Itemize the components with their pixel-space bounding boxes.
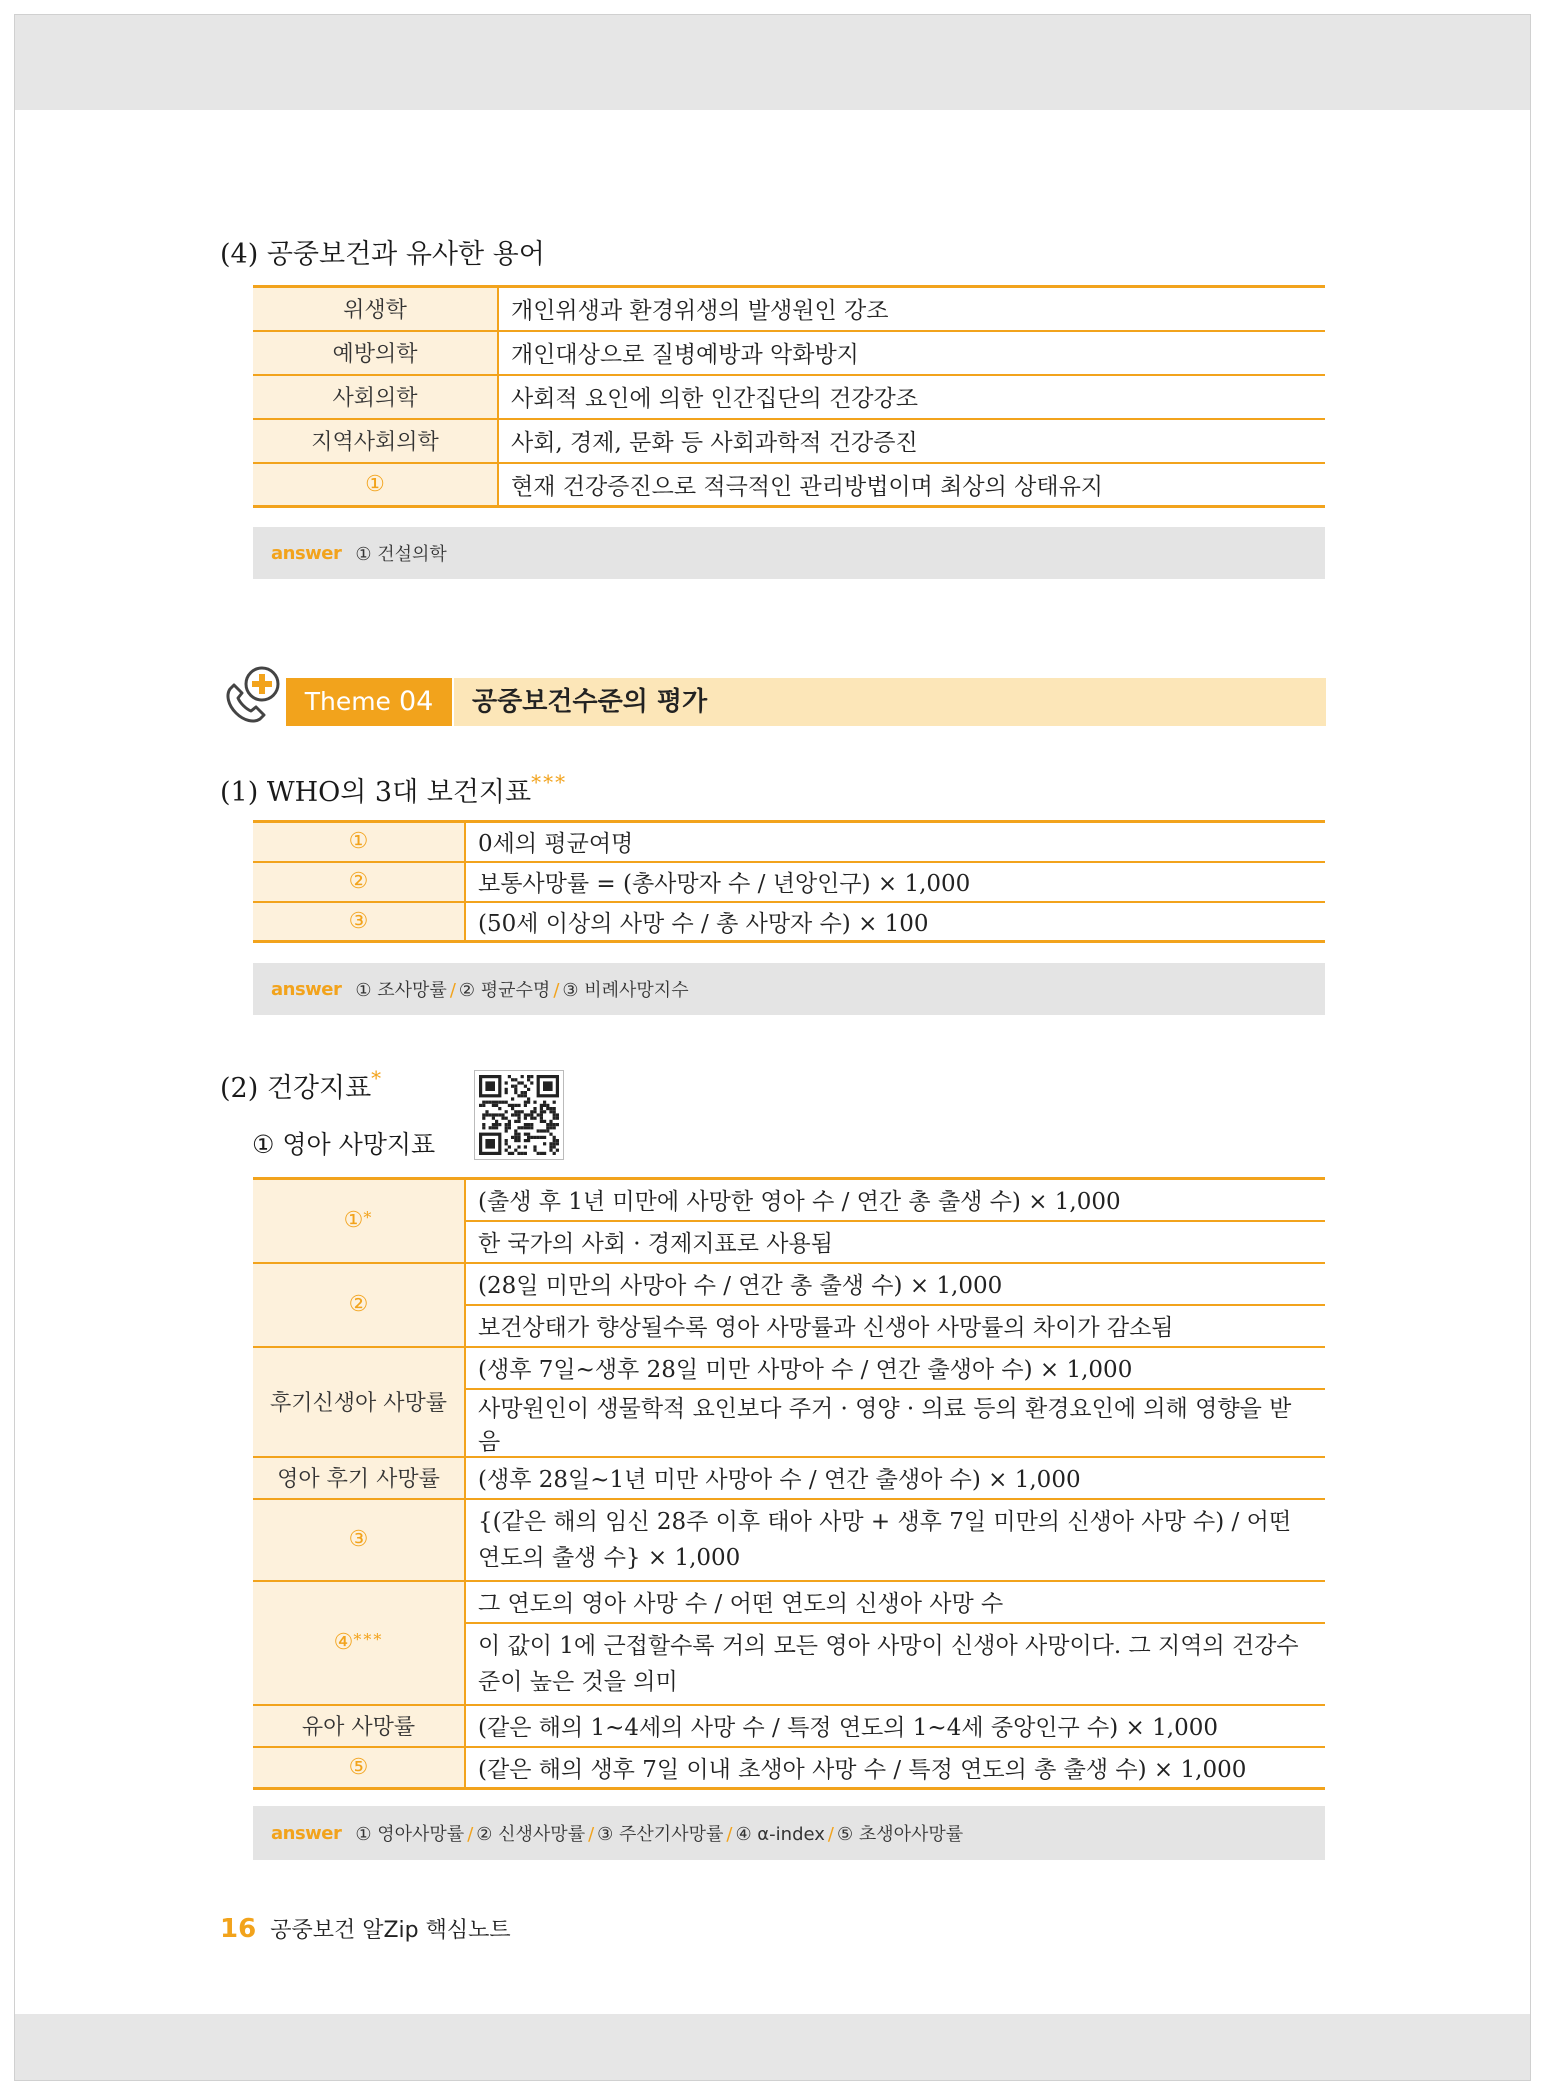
answer-item: ① 건설의학 — [355, 544, 447, 565]
top-band — [15, 15, 1530, 110]
answer-items — [355, 976, 688, 1002]
description-cell: {(같은 해의 임신 28주 이후 태아 사망 + 생후 7일 미만의 신생아 사망 수) / 어떤 연도의 출생 수} × 1,000 — [465, 1499, 1325, 1581]
answer-label: answer — [271, 1822, 342, 1844]
book-title: 공중보건 알Zip 핵심노트 — [270, 1918, 511, 1943]
term-cell: ② — [253, 862, 465, 902]
table-row — [253, 1747, 1325, 1789]
similar-terms-table — [253, 285, 1325, 508]
table-row — [253, 862, 1325, 902]
table-row — [253, 1581, 1325, 1623]
description-cell: 이 값이 1에 근접할수록 거의 모든 영아 사망이 신생아 사망이다. 그 지역의 건강수준이 높은 것을 의미 — [465, 1623, 1325, 1705]
theme-header — [220, 665, 1326, 730]
answer-item: ① 영아사망률 — [355, 1824, 465, 1845]
table-row — [253, 902, 1325, 942]
description-cell: 보건상태가 향상될수록 영아 사망률과 신생아 사망률의 차이가 감소됨 — [465, 1305, 1325, 1347]
separator: / — [827, 1824, 834, 1845]
description-cell: 사회, 경제, 문화 등 사회과학적 건강증진 — [498, 419, 1325, 463]
term-label: 영아 후기 사망률 — [277, 1467, 440, 1492]
table-row — [253, 822, 1325, 862]
description-cell: (출생 후 1년 미만에 사망한 영아 수 / 연간 총 출생 수) × 1,000 — [465, 1179, 1325, 1221]
answer-item: ② 신생사망률 — [476, 1824, 586, 1845]
term-cell: ① — [253, 822, 465, 862]
section-title-health-text: (2) 건강지표 — [220, 1073, 372, 1104]
description-cell: 개인대상으로 질병예방과 악화방지 — [498, 331, 1325, 375]
table-row — [253, 1705, 1325, 1747]
importance-stars: * — [371, 1066, 384, 1090]
answer-item: ⑤ 초생아사망률 — [836, 1824, 964, 1845]
term-cell — [253, 1457, 465, 1499]
description-cell: (생후 28일~1년 미만 사망아 수 / 연간 출생아 수) × 1,000 — [465, 1457, 1325, 1499]
description-cell: 0세의 평균여명 — [465, 822, 1325, 862]
term-label: ② — [348, 1292, 369, 1317]
separator: / — [588, 1824, 595, 1845]
answer-item: ① 조사망률 — [355, 980, 447, 1001]
answer-item: ③ 비례사망지수 — [562, 980, 689, 1001]
answer-item: ② 평균수명 — [458, 980, 551, 1001]
theme-title: 공중보건수준의 평가 — [454, 678, 1326, 726]
table-row — [253, 375, 1325, 419]
answer-box-health — [253, 1806, 1325, 1860]
description-cell: (같은 해의 생후 7일 이내 초생아 사망 수 / 특정 연도의 총 출생 수) × 1,000 — [465, 1747, 1325, 1789]
table-row — [253, 1347, 1325, 1389]
answer-items — [355, 540, 446, 566]
table-row — [253, 287, 1325, 331]
description-cell: 한 국가의 사회 · 경제지표로 사용됨 — [465, 1221, 1325, 1263]
bottom-band — [15, 2014, 1530, 2080]
table-row — [253, 463, 1325, 507]
answer-label: answer — [271, 978, 342, 1000]
infant-mortality-table — [253, 1177, 1325, 1790]
section-title-similar-terms: (4) 공중보건과 유사한 용어 — [220, 239, 545, 270]
term-label: ④ — [333, 1630, 354, 1655]
table-row — [253, 1499, 1325, 1581]
description-cell: 보통사망률 = (총사망자 수 / 년앙인구) × 1,000 — [465, 862, 1325, 902]
answer-box-who — [253, 963, 1325, 1015]
answer-item: ④ α-index — [735, 1824, 825, 1845]
table-row — [253, 1263, 1325, 1305]
term-label: 후기신생아 사망률 — [269, 1391, 447, 1416]
subsection-title-infant: ① 영아 사망지표 — [252, 1130, 436, 1159]
answer-box-similar-terms — [253, 527, 1325, 579]
term-label: ③ — [348, 1527, 369, 1552]
theme-badge-label: Theme — [304, 687, 391, 716]
who-indicators-table — [253, 820, 1325, 943]
table-row — [253, 1457, 1325, 1499]
description-cell: 사회적 요인에 의한 인간집단의 건강강조 — [498, 375, 1325, 419]
description-cell: (생후 7일~생후 28일 미만 사망아 수 / 연간 출생아 수) × 1,000 — [465, 1347, 1325, 1389]
term-cell: ③ — [253, 902, 465, 942]
qr-code-image — [475, 1071, 563, 1159]
term-cell: 사회의학 — [253, 375, 498, 419]
term-cell — [253, 1499, 465, 1581]
term-cell: 예방의학 — [253, 331, 498, 375]
section-title-who-text: (1) WHO의 3대 보건지표 — [220, 777, 532, 808]
term-cell: ① — [253, 463, 498, 507]
importance-stars: *** — [353, 1630, 384, 1649]
term-cell — [253, 1347, 465, 1457]
term-cell — [253, 1179, 465, 1263]
importance-stars: * — [363, 1208, 374, 1228]
description-cell: (같은 해의 1~4세의 사망 수 / 특정 연도의 1~4세 중앙인구 수) × 1,000 — [465, 1705, 1325, 1747]
term-label: ⑤ — [348, 1754, 369, 1780]
description-cell: (50세 이상의 사망 수 / 총 사망자 수) × 100 — [465, 902, 1325, 942]
term-label: 유아 사망률 — [301, 1715, 416, 1740]
separator: / — [553, 980, 560, 1001]
term-cell: 위생학 — [253, 287, 498, 331]
table-row — [253, 419, 1325, 463]
answer-label: answer — [271, 542, 342, 564]
description-cell: 사망원인이 생물학적 요인보다 주거 · 영양 · 의료 등의 환경요인에 의해 영향을 받음 — [465, 1389, 1325, 1457]
table-row — [253, 1179, 1325, 1221]
page-number: 16 — [220, 1914, 257, 1944]
description-cell: 현재 건강증진으로 적극적인 관리방법이며 최상의 상태유지 — [498, 463, 1325, 507]
term-label: ① — [343, 1208, 364, 1234]
description-cell: 개인위생과 환경위생의 발생원인 강조 — [498, 287, 1325, 331]
term-cell — [253, 1263, 465, 1347]
term-cell — [253, 1747, 465, 1789]
term-cell: 지역사회의학 — [253, 419, 498, 463]
separator: / — [467, 1824, 474, 1845]
description-cell: 그 연도의 영아 사망 수 / 어떤 연도의 신생아 사망 수 — [465, 1581, 1325, 1623]
term-cell — [253, 1705, 465, 1747]
theme-badge — [286, 678, 452, 726]
section-title-who — [220, 770, 567, 809]
qr-code[interactable] — [474, 1070, 564, 1160]
theme-number: 04 — [398, 686, 434, 717]
description-cell: (28일 미만의 사망아 수 / 연간 총 출생 수) × 1,000 — [465, 1263, 1325, 1305]
page-footer — [220, 1913, 511, 1944]
answer-items — [355, 1820, 963, 1846]
table-row — [253, 331, 1325, 375]
separator: / — [449, 980, 456, 1001]
section-title-health-indicators — [220, 1066, 383, 1105]
answer-item: ③ 주산기사망률 — [597, 1824, 724, 1845]
separator: / — [726, 1824, 733, 1845]
importance-stars: *** — [531, 770, 568, 794]
term-cell — [253, 1581, 465, 1705]
phone-plus-icon — [220, 665, 282, 727]
